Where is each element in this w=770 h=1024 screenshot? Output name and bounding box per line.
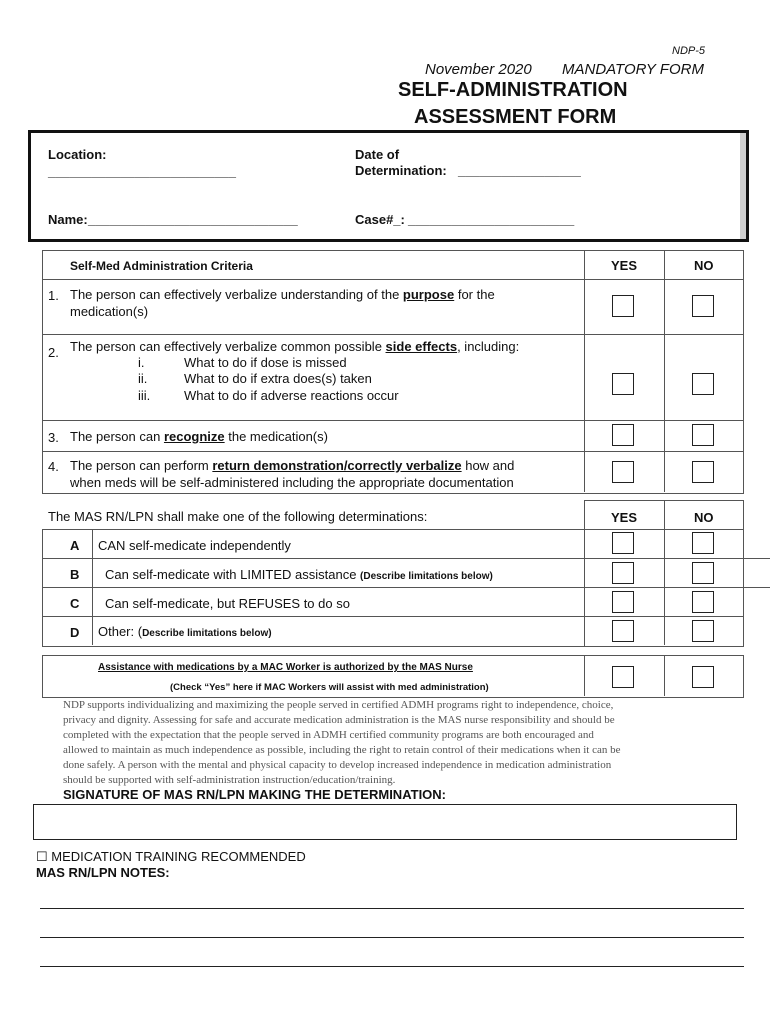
title-line-2: ASSESSMENT FORM [414, 106, 617, 128]
notes-line-1[interactable] [40, 908, 744, 909]
determination-a-no-checkbox[interactable] [692, 532, 714, 554]
mac-authorization-note: (Check “Yes” here if MAC Workers will assist with med administration) [170, 682, 489, 693]
determination-c-text: Can self-medicate, but REFUSES to do so [105, 596, 350, 611]
criteria-3-yes-checkbox[interactable] [612, 424, 634, 446]
criteria-no-divider [664, 250, 665, 492]
notes-label: MAS RN/LPN NOTES: [36, 865, 170, 880]
training-checkbox[interactable]: ☐ MEDICATION TRAINING RECOMMENDED [36, 849, 306, 864]
policy-line: allowed to maintain as much independence as possible, including the right to retain control of their medications when it can be [63, 744, 621, 756]
criteria-4-no-checkbox[interactable] [692, 461, 714, 483]
date-label: Date of [355, 147, 400, 162]
criteria-yes-header: YES [611, 258, 638, 273]
policy-line: NDP supports individualizing and maximizing the people served in certified ADMH programs right to independence, choice, [63, 699, 614, 711]
determination-d-yes-checkbox[interactable] [612, 620, 634, 642]
criteria-2-sub-1: What to do if dose is missed [184, 355, 347, 370]
policy-paragraph [63, 698, 620, 788]
determinations-row-line [42, 558, 770, 559]
mac-no-divider [664, 655, 665, 696]
date-field[interactable]: _________________ [458, 163, 581, 178]
criteria-2-sub-2: What to do if extra does(s) taken [184, 371, 372, 386]
determination-d-no-checkbox[interactable] [692, 620, 714, 642]
criteria-2-sub-2-num: ii. [138, 371, 148, 386]
mac-yes-checkbox[interactable] [612, 666, 634, 688]
notes-line-2[interactable] [40, 937, 744, 938]
mac-yes-divider [584, 655, 585, 696]
criteria-2-sub-3-num: iii. [138, 388, 151, 403]
case-label: Case#_: [355, 212, 405, 227]
policy-line: done safely. A person with the mental and physical capacity to develop increased independence in medication administration [63, 759, 612, 771]
criteria-2-sub-1-num: i. [138, 355, 145, 370]
criteria-1-num: 1. [48, 288, 59, 303]
criteria-header: Self-Med Administration Criteria [70, 259, 253, 273]
title-line-1: SELF-ADMINISTRATION [398, 79, 628, 101]
criteria-3-num: 3. [48, 430, 59, 445]
determination-b-letter: B [70, 567, 80, 582]
notes-line-3[interactable] [40, 966, 744, 967]
criteria-row-line [42, 334, 743, 335]
info-box-shade [740, 133, 746, 239]
criteria-row-line [42, 279, 743, 280]
criteria-4-yes-checkbox[interactable] [612, 461, 634, 483]
criteria-1-yes-checkbox[interactable] [612, 295, 634, 317]
determination-a-letter: A [70, 538, 80, 553]
form-code: NDP-5 [672, 45, 706, 57]
criteria-1-no-checkbox[interactable] [692, 295, 714, 317]
criteria-1-text-line2: medication(s) [70, 304, 149, 319]
criteria-no-header: NO [694, 258, 714, 273]
determinations-header: The MAS RN/LPN shall make one of the following determinations: [48, 509, 428, 524]
determination-d-letter: D [70, 625, 80, 640]
determination-c-no-checkbox[interactable] [692, 591, 714, 613]
case-field[interactable]: _______________________ [408, 212, 575, 227]
determination-a-text: CAN self-medicate independently [98, 538, 291, 553]
criteria-3-no-checkbox[interactable] [692, 424, 714, 446]
criteria-2-text: The person can effectively verbalize common possible side effects, including: [70, 339, 520, 354]
location-field[interactable]: __________________________ [48, 164, 236, 179]
policy-line: completed with the expectation that the people served in ADMH certified community programs are both encouraged and [63, 729, 594, 741]
criteria-4-text-line2: when meds will be self-administered including the appropriate documentation [70, 475, 514, 490]
form-date: November 2020 [425, 61, 532, 78]
determination-a-yes-checkbox[interactable] [612, 532, 634, 554]
determination-c-yes-checkbox[interactable] [612, 591, 634, 613]
criteria-2-no-checkbox[interactable] [692, 373, 714, 395]
determinations-row-line [42, 616, 743, 617]
determination-c-letter: C [70, 596, 80, 611]
signature-label: SIGNATURE OF MAS RN/LPN MAKING THE DETERMINATION: [63, 787, 447, 802]
determinations-no-header: NO [694, 510, 714, 525]
policy-line: privacy and dignity. Assessing for safe and accurate medication administration is the MAS nurse responsibility and should be [63, 714, 615, 726]
location-label: Location: [48, 147, 107, 162]
mac-authorization-text: Assistance with medications by a MAC Worker is authorized by the MAS Nurse [98, 662, 473, 673]
criteria-row-line [42, 420, 743, 421]
criteria-3-text: The person can recognize the medication(s) [70, 429, 328, 444]
determinations-yes-header: YES [611, 510, 638, 525]
determination-b-no-checkbox[interactable] [692, 562, 714, 584]
criteria-2-sub-3: What to do if adverse reactions occur [184, 388, 399, 403]
criteria-yes-divider [584, 250, 585, 492]
criteria-row-line [42, 451, 743, 452]
criteria-4-text: The person can perform return demonstration/correctly verbalize how and [70, 458, 515, 473]
mac-no-checkbox[interactable] [692, 666, 714, 688]
policy-line: should be supported with self-administration instruction/education/training. [63, 774, 396, 786]
determination-b-text: Can self-medicate with LIMITED assistance (Describe limitations below) [105, 567, 493, 582]
determinations-row-line [42, 587, 770, 588]
name-label: Name: [48, 212, 88, 227]
date-label-2: Determination: [355, 163, 447, 178]
mandatory-label: MANDATORY FORM [562, 61, 704, 78]
signature-field[interactable] [33, 804, 737, 840]
criteria-2-num: 2. [48, 345, 59, 360]
criteria-1-text: The person can effectively verbalize understanding of the purpose for the [70, 287, 495, 302]
determination-b-yes-checkbox[interactable] [612, 562, 634, 584]
criteria-4-num: 4. [48, 459, 59, 474]
criteria-2-yes-checkbox[interactable] [612, 373, 634, 395]
name-field[interactable]: _____________________________ [88, 212, 298, 227]
determination-d-text: Other: (Describe limitations below) [98, 624, 272, 639]
